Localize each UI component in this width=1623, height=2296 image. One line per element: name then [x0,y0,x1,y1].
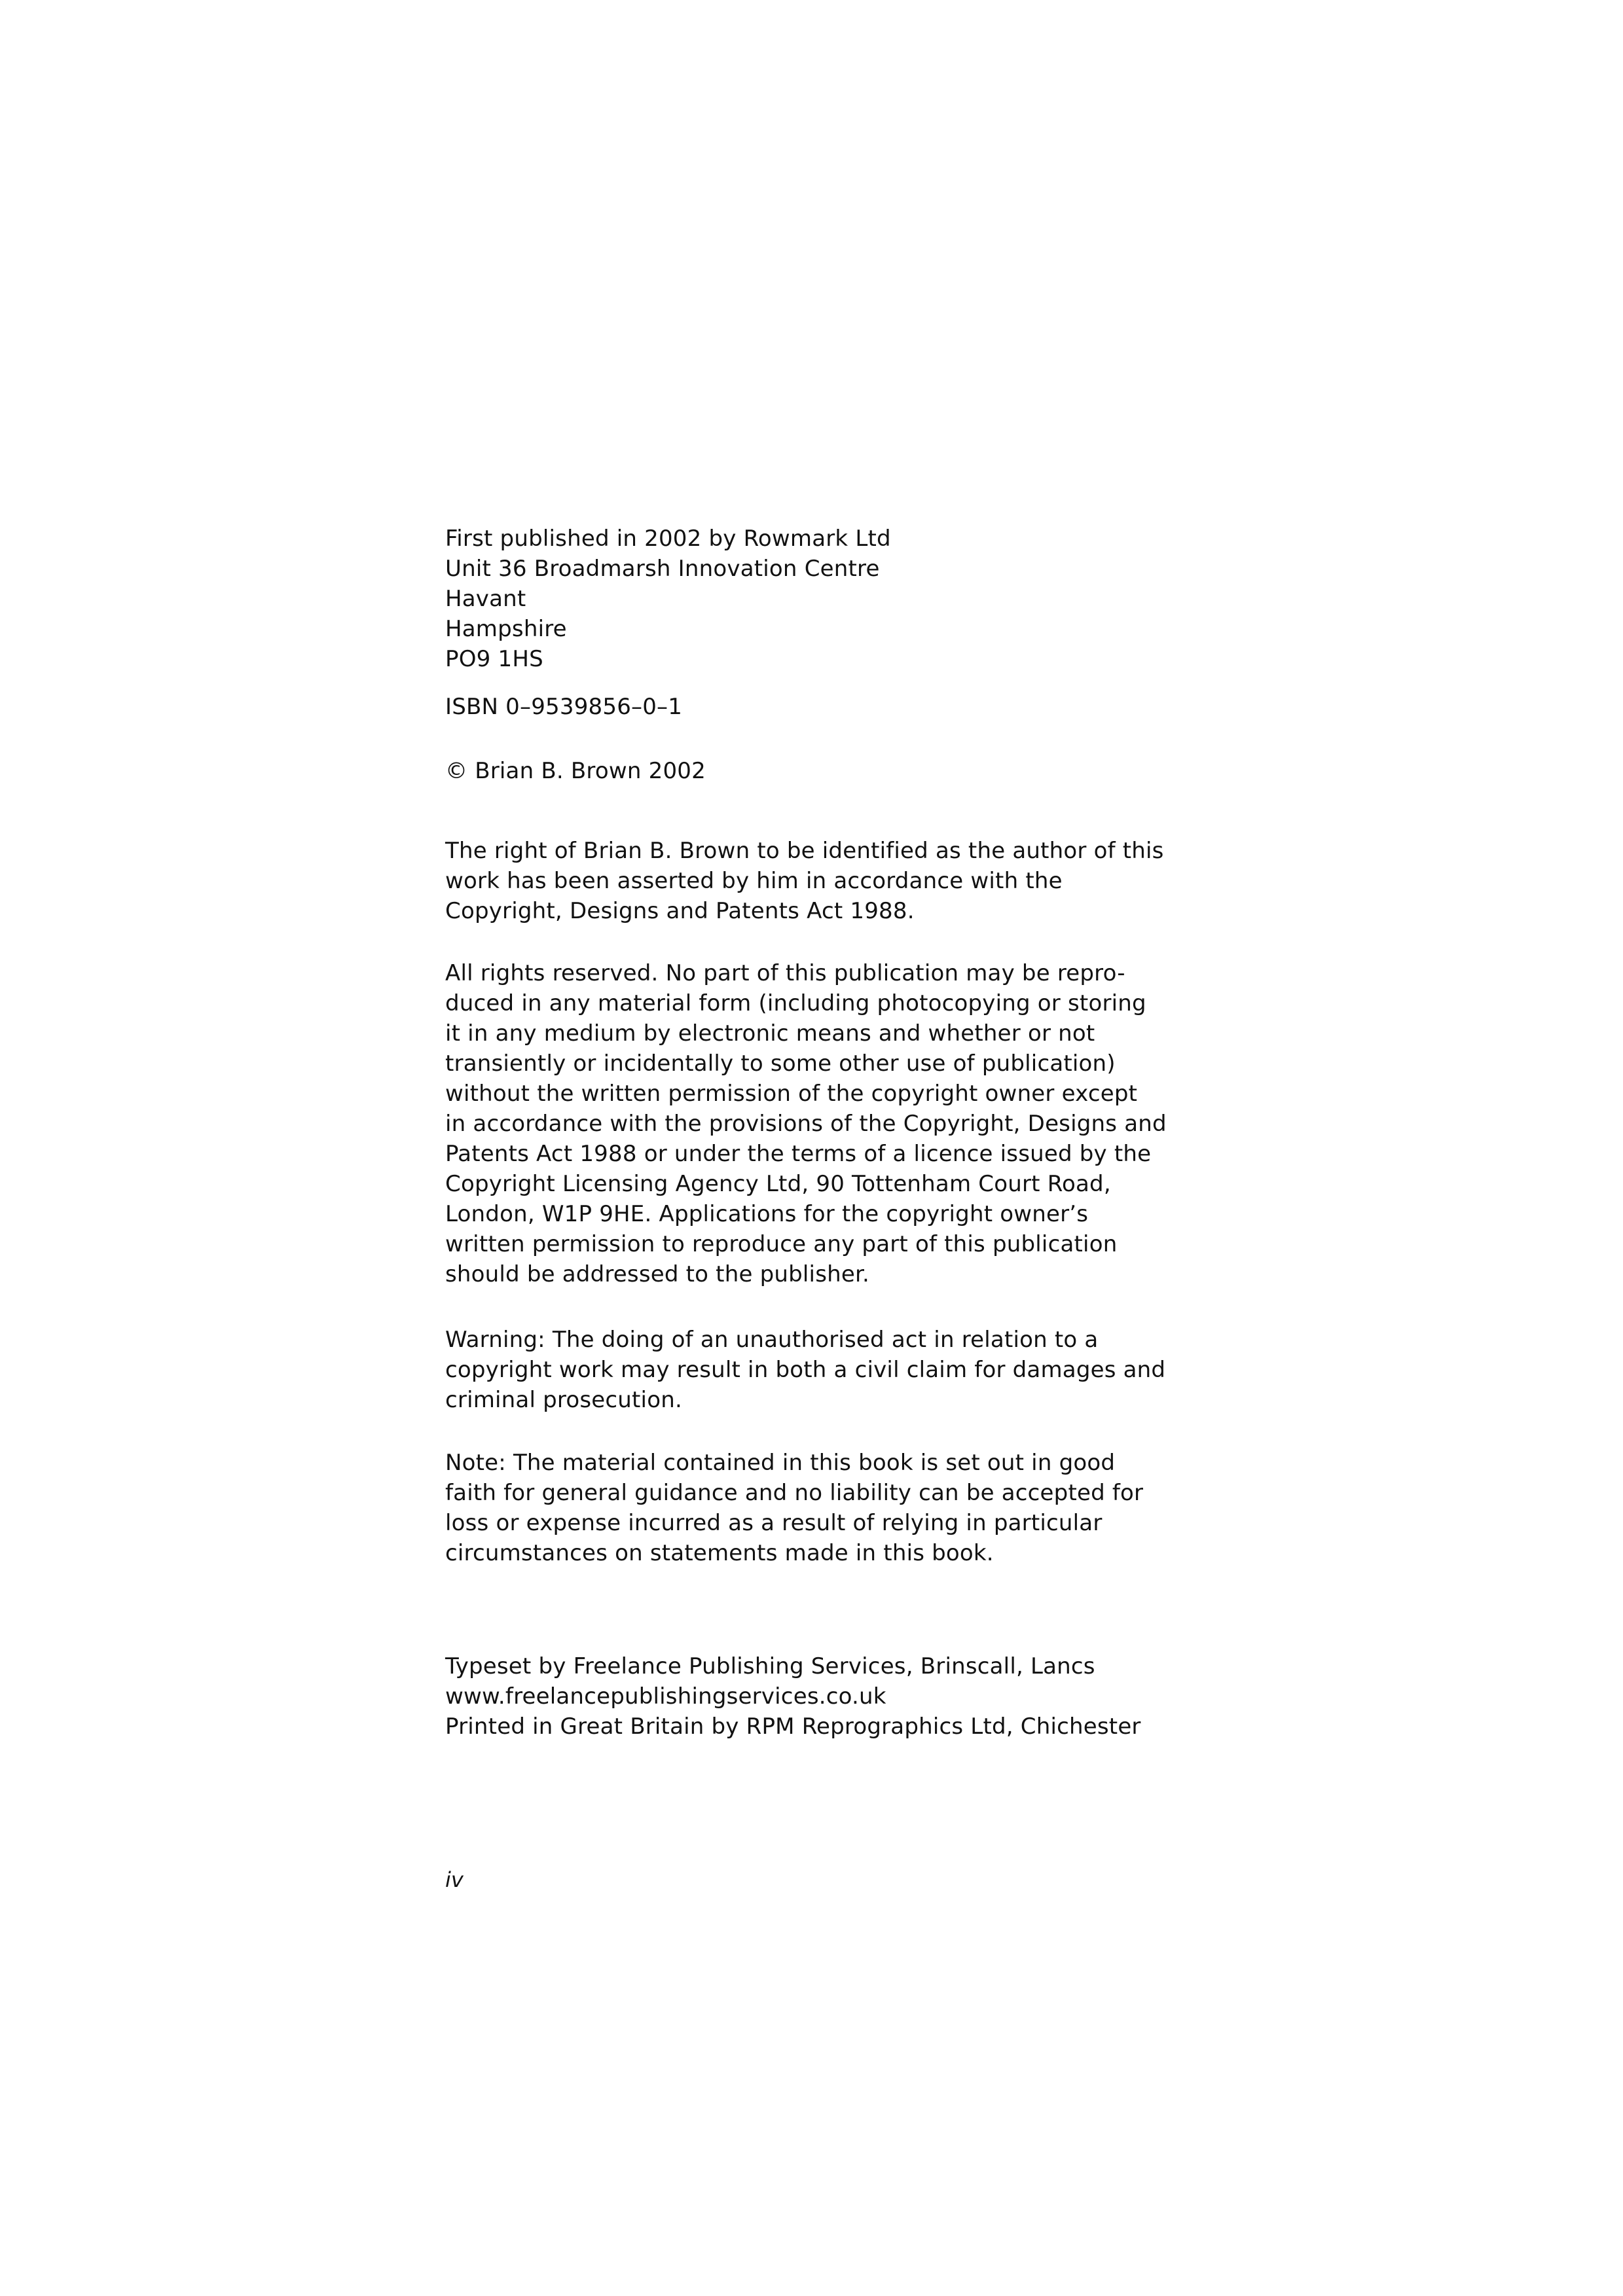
publisher-line: Hampshire [445,616,567,642]
copyright-notice: © Brian B. Brown 2002 [445,758,706,784]
printer-line: Printed in Great Britain by RPM Reprographics Ltd, Chichester [445,1713,1141,1740]
typeset-credits [445,1651,1218,1742]
publisher-line: First published in 2002 by Rowmark Ltd [445,526,891,552]
typeset-url: www.freelancepublishingservices.co.uk [445,1683,886,1710]
reserved-line: Copyright Licensing Agency Ltd, 90 Tottenham Court Road, [445,1171,1111,1197]
rights-line: The right of Brian B. Brown to be identified as the author of this [445,838,1164,864]
copyright-block [445,756,1218,786]
reserved-line: London, W1P 9HE. Applications for the copyright owner’s [445,1201,1089,1227]
reserved-line: without the written permission of the copyright owner except [445,1081,1138,1107]
publisher-line: Havant [445,586,526,612]
reserved-line: in accordance with the provisions of the Copyright, Designs and [445,1111,1167,1137]
rights-statement [445,836,1218,926]
note-line: faith for general guidance and no liability can be accepted for [445,1480,1144,1506]
page-number: iv [445,1867,464,1892]
reserved-line: should be addressed to the publisher. [445,1261,870,1287]
warning-line: copyright work may result in both a civil claim for damages and [445,1357,1166,1383]
reserved-line: transiently or incidentally to some other use of publication) [445,1050,1116,1077]
reserved-line: All rights reserved. No part of this publication may be repro- [445,960,1125,986]
isbn-block [445,692,1218,722]
reserved-line: written permission to reproduce any part of this publication [445,1231,1118,1257]
warning-line: Warning: The doing of an unauthorised act in relation to a [445,1327,1099,1353]
note-paragraph [445,1448,1218,1568]
isbn: ISBN 0–9539856–0–1 [445,694,683,720]
publisher-line: Unit 36 Broadmarsh Innovation Centre [445,556,880,582]
publisher-address [445,524,1218,674]
note-line: circumstances on statements made in this book. [445,1540,994,1566]
publisher-line: PO9 1HS [445,646,543,672]
reserved-line: it in any medium by electronic means and whether or not [445,1020,1095,1047]
typeset-line: Typeset by Freelance Publishing Services, Brinscall, Lancs [445,1653,1095,1679]
reserved-line: Patents Act 1988 or under the terms of a licence issued by the [445,1141,1152,1167]
rights-line: work has been asserted by him in accordance with the [445,868,1063,894]
all-rights-reserved [445,958,1218,1289]
warning-line: criminal prosecution. [445,1387,682,1413]
warning-paragraph [445,1325,1218,1415]
note-line: loss or expense incurred as a result of relying in particular [445,1510,1103,1536]
reserved-line: duced in any material form (including photocopying or storing [445,990,1146,1016]
note-line: Note: The material contained in this book is set out in good [445,1450,1116,1476]
rights-line: Copyright, Designs and Patents Act 1988. [445,898,915,924]
